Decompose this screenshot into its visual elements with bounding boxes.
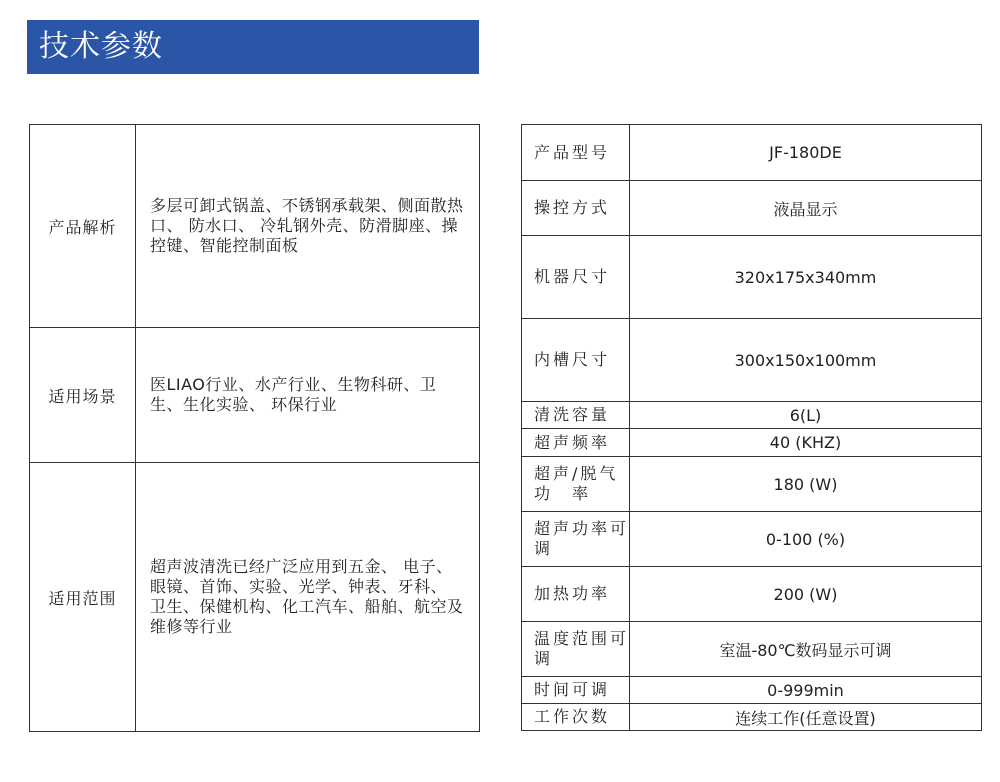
spec-value: 300x150x100mm — [630, 319, 982, 402]
spec-label: 清洗容量 — [522, 402, 630, 429]
table-row — [522, 125, 982, 181]
spec-value: 6(L) — [630, 402, 982, 429]
table-row — [30, 125, 480, 328]
table-row — [522, 704, 982, 731]
table-row — [522, 402, 982, 429]
table-row — [522, 236, 982, 319]
spec-value: 0-999min — [630, 677, 982, 704]
table-row — [522, 457, 982, 512]
spec-table — [521, 124, 982, 731]
row-label: 产品解析 — [30, 125, 136, 328]
table-row — [30, 328, 480, 463]
spec-label: 产品型号 — [522, 125, 630, 181]
row-value: 超声波清洗已经广泛应用到五金、 电子、 眼镜、首饰、实验、光学、钟表、牙科、 卫生、保健机构、化工汽车、船舶、航空及维修等行业 — [136, 463, 480, 732]
table-row — [522, 567, 982, 622]
table-row — [522, 181, 982, 236]
table-row — [522, 319, 982, 402]
spec-value: JF-180DE — [630, 125, 982, 181]
spec-value: 室温-80℃数码显示可调 — [630, 622, 982, 677]
table-row — [522, 512, 982, 567]
row-value: 医LIAO行业、水产行业、生物科研、卫生、生化实验、 环保行业 — [136, 328, 480, 463]
spec-label: 超声/脱气功 率 — [522, 457, 630, 512]
spec-value: 0-100 (%) — [630, 512, 982, 567]
table-row — [30, 463, 480, 732]
spec-value: 液晶显示 — [630, 181, 982, 236]
table-row — [522, 429, 982, 457]
spec-value: 320x175x340mm — [630, 236, 982, 319]
row-label: 适用场景 — [30, 328, 136, 463]
spec-label: 超声频率 — [522, 429, 630, 457]
table-row — [522, 677, 982, 704]
page-title: 技术参数 — [27, 20, 479, 74]
spec-label: 工作次数 — [522, 704, 630, 731]
spec-label: 超声功率可 调 — [522, 512, 630, 567]
spec-label: 内槽尺寸 — [522, 319, 630, 402]
row-label: 适用范围 — [30, 463, 136, 732]
spec-value: 200 (W) — [630, 567, 982, 622]
spec-label: 温度范围可 调 — [522, 622, 630, 677]
table-row — [522, 622, 982, 677]
spec-label: 加热功率 — [522, 567, 630, 622]
row-value: 多层可卸式锅盖、不锈钢承载架、侧面散热口、 防水口、 冷轧钢外壳、防滑脚座、操控键、智能控制面板 — [136, 125, 480, 328]
spec-label: 操控方式 — [522, 181, 630, 236]
spec-value: 180 (W) — [630, 457, 982, 512]
spec-label: 机器尺寸 — [522, 236, 630, 319]
product-overview-table — [29, 124, 480, 732]
spec-value: 40 (KHZ) — [630, 429, 982, 457]
spec-label: 时间可调 — [522, 677, 630, 704]
spec-value: 连续工作(任意设置) — [630, 704, 982, 731]
